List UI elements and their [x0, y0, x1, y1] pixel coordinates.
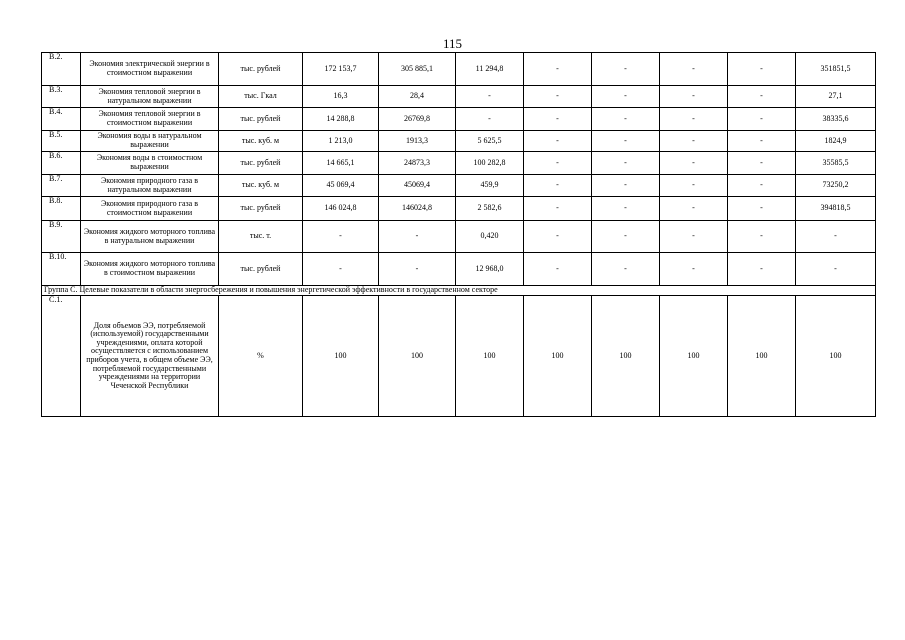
row-value: 38335,6 — [796, 108, 876, 131]
row-name: Экономия воды в стоимостном выражении — [81, 152, 219, 175]
row-value: 1824,9 — [796, 131, 876, 152]
row-value: - — [728, 108, 796, 131]
row-value: - — [660, 53, 728, 86]
row-value: 100 — [728, 296, 796, 417]
table-row — [42, 296, 876, 417]
row-value: 14 665,1 — [303, 152, 379, 175]
row-unit: тыс. рублей — [219, 53, 303, 86]
row-value: 12 968,0 — [456, 253, 524, 286]
row-name: Экономия жидкого моторного топлива в стоимостном выражении — [81, 253, 219, 286]
row-value: 45 069,4 — [303, 175, 379, 197]
row-value: - — [303, 253, 379, 286]
row-unit: тыс. Гкал — [219, 86, 303, 108]
row-code: В.9. — [42, 221, 81, 253]
row-value: 100 — [379, 296, 456, 417]
row-name: Доля объемов ЭЭ, потребляемой (используемой) государственными учреждениями, оплата которой осуществляется с использованием приборов учета, в общем объеме ЭЭ, потребляемой государственными учреждениями на территории Чеченской Республики — [81, 296, 219, 417]
row-value: 100 — [524, 296, 592, 417]
row-value: 16,3 — [303, 86, 379, 108]
row-name: Экономия природного газа в стоимостном выражении — [81, 197, 219, 221]
row-name: Экономия тепловой энергии в стоимостном выражении — [81, 108, 219, 131]
row-value: - — [592, 131, 660, 152]
row-value: - — [660, 131, 728, 152]
row-value: - — [524, 221, 592, 253]
row-value: 26769,8 — [379, 108, 456, 131]
row-value: - — [524, 253, 592, 286]
row-value: 459,9 — [456, 175, 524, 197]
row-value: - — [660, 197, 728, 221]
row-value: 100 — [660, 296, 728, 417]
row-name: Экономия воды в натуральном выражении — [81, 131, 219, 152]
row-value: - — [796, 253, 876, 286]
row-value: - — [592, 152, 660, 175]
table-row — [42, 221, 876, 253]
row-name: Экономия электрической энергии в стоимостном выражении — [81, 53, 219, 86]
row-code: В.8. — [42, 197, 81, 221]
row-value: 146 024,8 — [303, 197, 379, 221]
table-row — [42, 86, 876, 108]
row-value: - — [660, 253, 728, 286]
row-value: 172 153,7 — [303, 53, 379, 86]
row-name: Экономия тепловой энергии в натуральном выражении — [81, 86, 219, 108]
row-value: 14 288,8 — [303, 108, 379, 131]
row-value: 394818,5 — [796, 197, 876, 221]
row-value: 27,1 — [796, 86, 876, 108]
row-value: 1 213,0 — [303, 131, 379, 152]
row-code: В.10. — [42, 253, 81, 286]
row-code: В.4. — [42, 108, 81, 131]
row-value: - — [524, 175, 592, 197]
row-value: - — [524, 108, 592, 131]
row-name: Экономия природного газа в натуральном выражении — [81, 175, 219, 197]
row-value: - — [728, 53, 796, 86]
table-row — [42, 152, 876, 175]
row-unit: тыс. рублей — [219, 152, 303, 175]
row-value: 351851,5 — [796, 53, 876, 86]
row-code: С.1. — [42, 296, 81, 417]
row-value: - — [728, 131, 796, 152]
row-value: - — [660, 86, 728, 108]
row-unit: тыс. рублей — [219, 197, 303, 221]
row-value: - — [728, 152, 796, 175]
row-value: - — [728, 86, 796, 108]
row-value: 100 — [796, 296, 876, 417]
row-value: - — [728, 253, 796, 286]
row-code: В.2. — [42, 53, 81, 86]
row-value: - — [456, 108, 524, 131]
row-name: Экономия жидкого моторного топлива в натуральном выражении — [81, 221, 219, 253]
row-value: 100 — [456, 296, 524, 417]
row-value: 1913,3 — [379, 131, 456, 152]
row-code: В.6. — [42, 152, 81, 175]
row-value: - — [592, 197, 660, 221]
row-value: - — [660, 152, 728, 175]
row-unit: тыс. т. — [219, 221, 303, 253]
table-row — [42, 131, 876, 152]
page-number: 115 — [442, 36, 463, 51]
row-value: 11 294,8 — [456, 53, 524, 86]
row-value: - — [592, 108, 660, 131]
row-value: - — [796, 221, 876, 253]
row-value: 73250,2 — [796, 175, 876, 197]
table-row — [42, 253, 876, 286]
row-unit: тыс. рублей — [219, 108, 303, 131]
row-value: 45069,4 — [379, 175, 456, 197]
row-value: - — [728, 197, 796, 221]
row-code: В.3. — [42, 86, 81, 108]
row-value: - — [592, 53, 660, 86]
row-value: - — [728, 221, 796, 253]
row-value: - — [660, 221, 728, 253]
row-value: 100 — [592, 296, 660, 417]
row-value: - — [524, 152, 592, 175]
table-row — [42, 108, 876, 131]
row-value: - — [592, 86, 660, 108]
row-code: В.5. — [42, 131, 81, 152]
row-value: 5 625,5 — [456, 131, 524, 152]
row-value: - — [592, 221, 660, 253]
row-value: - — [524, 131, 592, 152]
row-unit: тыс. рублей — [219, 253, 303, 286]
table-row — [42, 197, 876, 221]
row-value: 2 582,6 — [456, 197, 524, 221]
row-value: 100 — [303, 296, 379, 417]
row-value: 305 885,1 — [379, 53, 456, 86]
row-value: 0,420 — [456, 221, 524, 253]
row-value: 35585,5 — [796, 152, 876, 175]
row-unit: тыс. куб. м — [219, 131, 303, 152]
group-c-title: Группа С. Целевые показатели в области энергосбережения и повышения энергетической эффективности в государственном секторе — [42, 286, 876, 296]
row-value: - — [660, 108, 728, 131]
row-code: В.7. — [42, 175, 81, 197]
row-value: 28,4 — [379, 86, 456, 108]
row-value: 100 282,8 — [456, 152, 524, 175]
row-value: - — [524, 86, 592, 108]
row-value: - — [456, 86, 524, 108]
row-value: - — [379, 221, 456, 253]
row-value: 146024,8 — [379, 197, 456, 221]
indicators-table — [41, 52, 876, 417]
row-value: - — [524, 197, 592, 221]
row-value: - — [524, 53, 592, 86]
table-row — [42, 175, 876, 197]
row-unit: % — [219, 296, 303, 417]
table-row — [42, 53, 876, 86]
row-value: - — [379, 253, 456, 286]
group-header-row — [42, 286, 876, 296]
row-unit: тыс. куб. м — [219, 175, 303, 197]
row-value: - — [728, 175, 796, 197]
row-value: - — [592, 253, 660, 286]
row-value: 24873,3 — [379, 152, 456, 175]
row-value: - — [592, 175, 660, 197]
row-value: - — [660, 175, 728, 197]
row-value: - — [303, 221, 379, 253]
